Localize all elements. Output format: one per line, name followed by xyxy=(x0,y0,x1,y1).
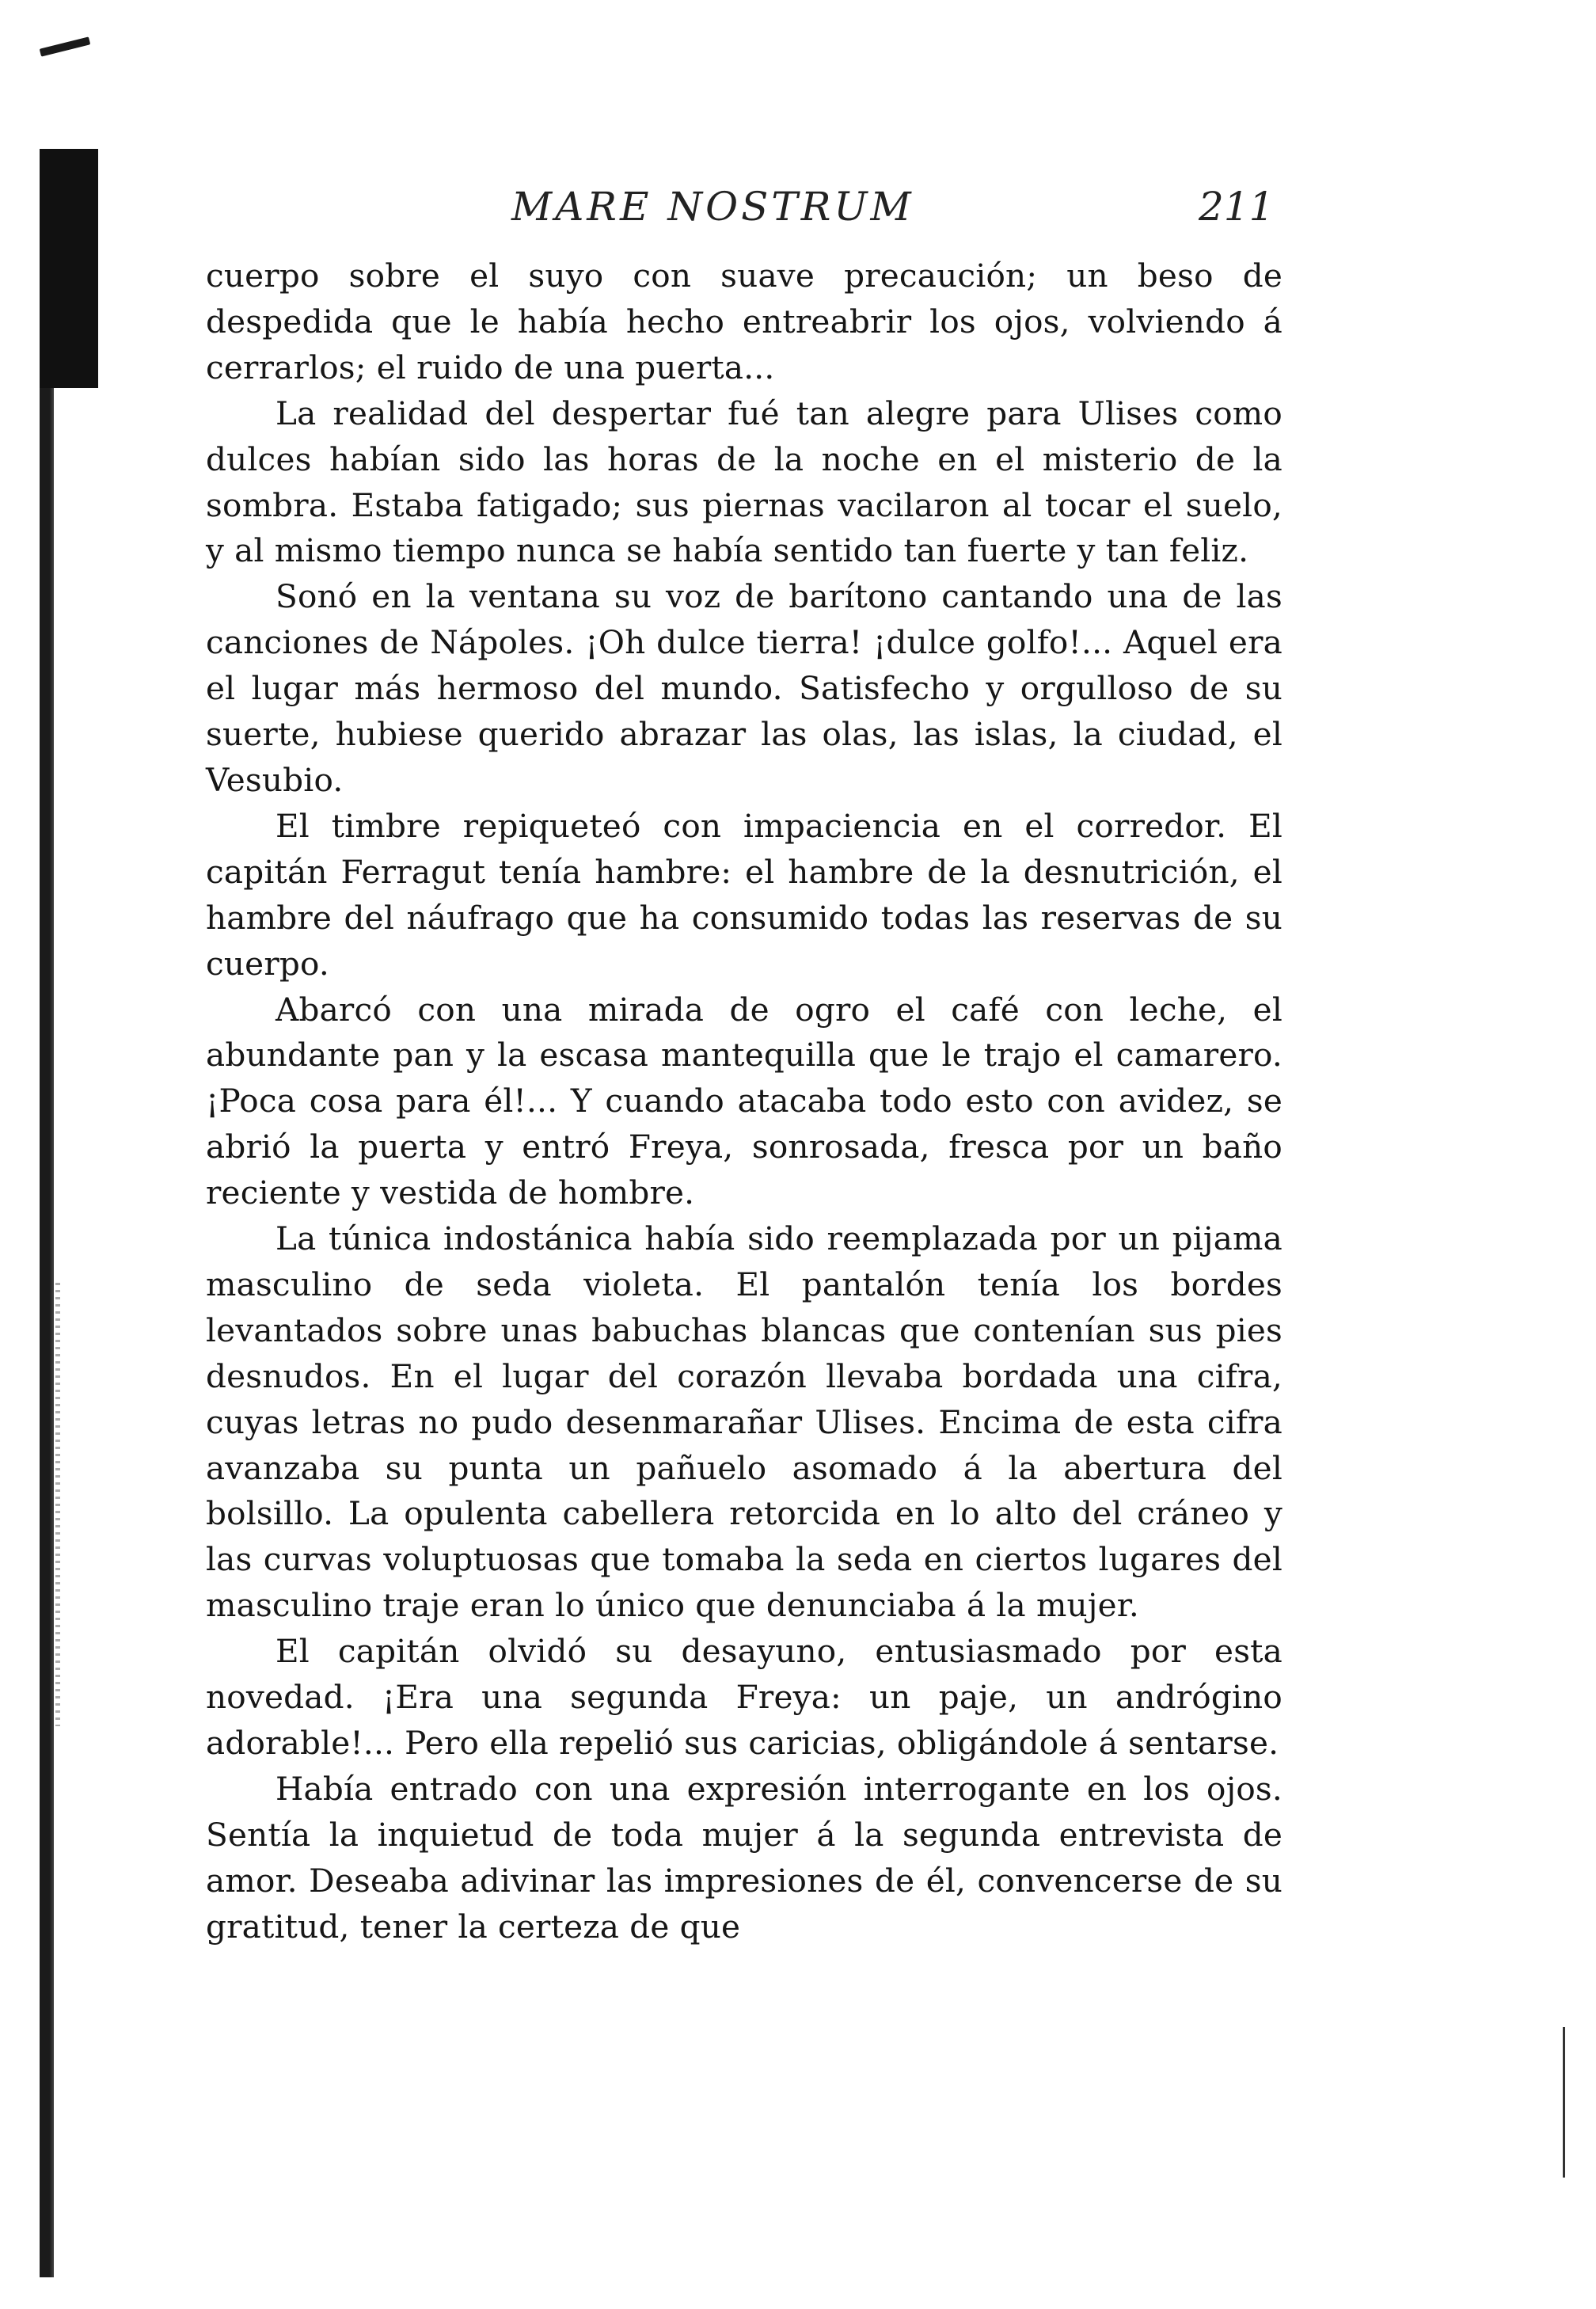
scan-artifact-left-bar xyxy=(40,149,98,388)
paragraph-2: La realidad del despertar fué tan alegre para Ulises como dulces habían sido las horas de la noche en el misterio de la sombra. Estaba fatigado; sus piernas vacilaron al tocar el suelo, y al mismo tiempo nunca se había sentido tan fuerte y tan feliz. xyxy=(206,394,1282,570)
running-head xyxy=(206,184,1282,239)
paragraph-6: La túnica indostánica había sido reemplazada por un pijama masculino de seda violeta. El pantalón tenía los bordes levantados sobre unas babuchas blancas que contenían sus pies desnudos. En el lugar del corazón llevaba bordada una cifra, cuyas letras no pudo desenmarañar Ulises. Encima de esta cifra avanzaba su punta un pañuelo asomado á la abertura del bolsillo. La opulenta cabellera retorcida en lo alto del cráneo y las curvas voluptuosas que tomaba la seda en ciertos lugares del masculino traje eran lo único que denunciaba á la mujer. xyxy=(206,1219,1282,1625)
paragraph-8: Había entrado con una expresión interrogante en los ojos. Sentía la inquietud de toda mujer á la segunda entrevista de amor. Deseaba adivinar las impresiones de él, convencerse de su gratitud, tener la certeza de que xyxy=(206,1769,1282,1946)
body-text xyxy=(206,253,1282,1950)
scan-artifact-right-line xyxy=(1563,2027,1565,2178)
scan-artifact-top xyxy=(40,36,91,56)
scan-artifact-left-edge xyxy=(40,388,54,2277)
paragraph-7: El capitán olvidó su desayuno, entusiasmado por esta novedad. ¡Era una segunda Freya: un paje, un andrógino adorable!... Pero ella repelió sus caricias, obligándole á sentarse. xyxy=(206,1632,1282,1762)
paragraph-3: Sonó en la ventana su voz de barítono cantando una de las canciones de Nápoles. ¡Oh dulce tierra! ¡dulce golfo!... Aquel era el lugar más hermoso del mundo. Satisfecho y orgulloso de su suerte, hubiese querido abrazar las olas, las islas, la ciudad, el Vesubio. xyxy=(206,577,1282,799)
paragraph-4: El timbre repiqueteó con impaciencia en el corredor. El capitán Ferragut tenía hambre: el hambre de la desnutrición, el hambre del náufrago que ha consumido todas las reservas de su cuerpo. xyxy=(206,806,1282,983)
running-title: MARE NOSTRUM xyxy=(511,184,914,230)
paragraph-1: cuerpo sobre el suyo con suave precaución; un beso de despedida que le había hecho entreabrir los ojos, volviendo á cerrarlos; el ruido de una puerta... xyxy=(206,257,1282,386)
scan-artifact-noise xyxy=(55,1283,60,1726)
book-page xyxy=(206,184,1282,1950)
paragraph-5: Abarcó con una mirada de ogro el café con leche, el abundante pan y la escasa mantequilla que le trajo el camarero. ¡Poca cosa para él!... Y cuando atacaba todo esto con avidez, se abrió la puerta y entró Freya, sonrosada, fresca por un baño reciente y vestida de hombre. xyxy=(206,990,1282,1212)
page-number: 211 xyxy=(1199,184,1275,230)
